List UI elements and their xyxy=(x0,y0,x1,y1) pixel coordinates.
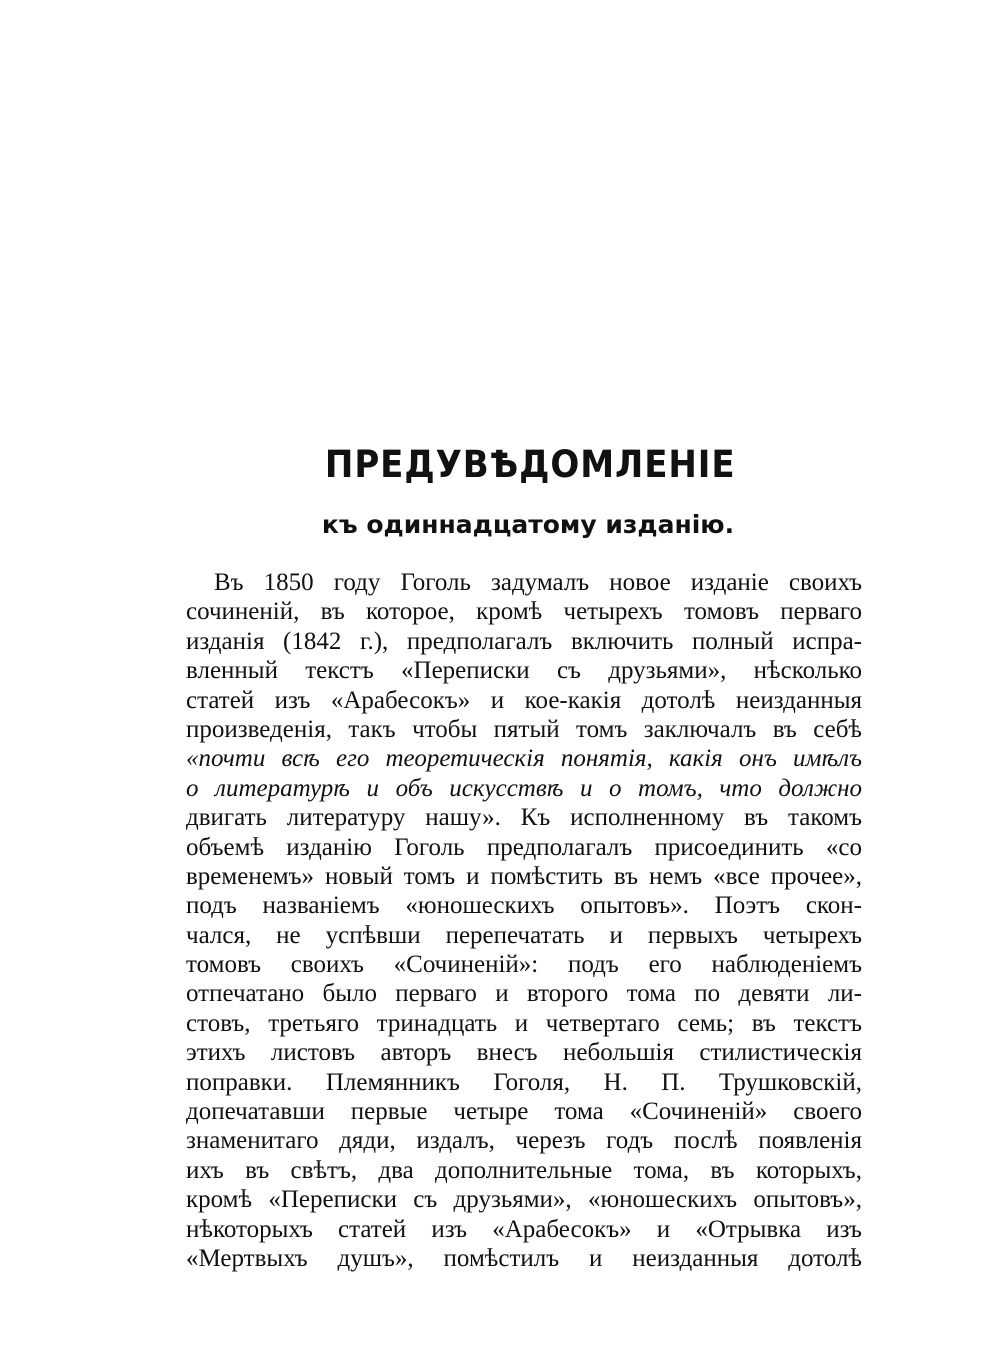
text-line: временемъ» новый томъ и помѣстить въ немъ «все прочее», xyxy=(186,862,862,890)
text-line: о литературѣ и объ искусствѣ и о томъ, что должно xyxy=(186,774,862,802)
text-line: чался, не успѣвши перепечатать и первыхъ четырехъ xyxy=(186,921,862,949)
text-line: этихъ листовъ авторъ внесъ небольшія стилистическія xyxy=(186,1039,862,1067)
text-line: объемѣ изданію Гоголь предполагалъ присоединить «со xyxy=(186,833,862,861)
text-line: сочиненій, въ которое, кромѣ четырехъ томовъ перваго xyxy=(186,598,862,626)
page-title: ПРЕДУВѢДОМЛЕНІЕ xyxy=(324,443,736,486)
text-line: статей изъ «Арабесокъ» и кое-какія дотолѣ неизданныя xyxy=(186,686,862,714)
text-line: подъ названіемъ «юношескихъ опытовъ». Поэтъ скон- xyxy=(186,892,862,920)
body-paragraph xyxy=(186,568,862,1273)
text-line: допечатавши первые четыре тома «Сочиненій» своего xyxy=(186,1098,862,1126)
text-line: вленный текстъ «Переписки съ друзьями», нѣсколько xyxy=(186,657,862,685)
text-line: томовъ своихъ «Сочиненій»: подъ его наблюденіемъ xyxy=(186,951,862,979)
text-line: отпечатано было перваго и второго тома по девяти ли- xyxy=(186,980,862,1008)
text-line: нѣкоторыхъ статей изъ «Арабесокъ» и «Отрывка изъ xyxy=(186,1215,862,1243)
text-line: стовъ, третьяго тринадцать и четвертаго семь; въ текстъ xyxy=(186,1009,862,1037)
text-line: поправки. Племянникъ Гоголя, Н. П. Трушковскій, xyxy=(186,1068,862,1096)
text-line: «почти всѣ его теоретическія понятія, какія онъ имѣлъ xyxy=(186,745,862,773)
text-line: изданія (1842 г.), предполагалъ включить полный испра- xyxy=(186,627,862,655)
text-line: ихъ въ свѣтъ, два дополнительные тома, въ которыхъ, xyxy=(186,1156,862,1184)
text-line: кромѣ «Переписки съ друзьями», «юношескихъ опытовъ», xyxy=(186,1186,862,1214)
text-line: «Мертвыхъ душъ», помѣстилъ и неизданныя дотолѣ xyxy=(186,1244,862,1272)
text-line: знаменитаго дяди, издалъ, черезъ годъ послѣ появленія xyxy=(186,1127,862,1155)
page-subtitle: къ одиннадцатому изданію. xyxy=(321,510,735,539)
text-line: двигать литературу нашу». Къ исполненному въ такомъ xyxy=(186,804,862,832)
text-line: произведенія, такъ чтобы пятый томъ заключалъ въ себѣ xyxy=(186,715,862,743)
text-line: Въ 1850 году Гоголь задумалъ новое изданіе своихъ xyxy=(214,569,862,596)
